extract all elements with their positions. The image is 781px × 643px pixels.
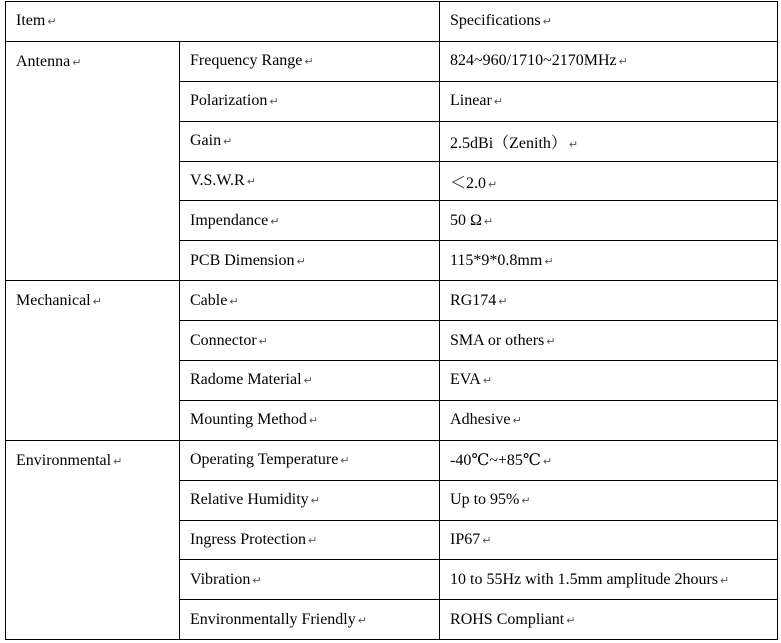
parameter-name: Polarization — [190, 92, 268, 110]
parameter-cell — [180, 560, 440, 600]
header-row — [6, 2, 778, 42]
value-cell — [440, 560, 778, 600]
paragraph-mark: ↵ — [223, 135, 233, 149]
parameter-value: IP67 — [450, 531, 481, 549]
paragraph-mark: ↵ — [488, 177, 498, 191]
section-name-cell — [6, 41, 180, 280]
parameter-cell — [180, 81, 440, 121]
paragraph-mark: ↵ — [357, 613, 367, 627]
parameter-cell — [180, 440, 440, 480]
parameter-value: Adhesive — [450, 411, 511, 429]
paragraph-mark: ↵ — [92, 295, 102, 309]
paragraph-mark: ↵ — [258, 334, 268, 348]
specification-table — [5, 1, 778, 640]
parameter-value: 2.5dBi（Zenith） — [450, 134, 567, 152]
parameter-cell — [180, 121, 440, 161]
paragraph-mark: ↵ — [308, 414, 319, 428]
paragraph-mark: ↵ — [542, 15, 552, 29]
value-cell — [440, 520, 778, 560]
header-spec-label: Specifications — [450, 12, 541, 30]
parameter-cell — [180, 281, 440, 321]
paragraph-mark: ↵ — [340, 454, 350, 468]
value-cell — [440, 81, 778, 121]
paragraph-mark: ↵ — [310, 494, 320, 508]
header-item-cell — [6, 2, 440, 42]
parameter-value: -40℃~+85℃ — [450, 452, 541, 470]
paragraph-mark: ↵ — [303, 374, 313, 388]
parameter-cell — [180, 321, 440, 361]
section-name-cell — [6, 281, 180, 441]
paragraph-mark: ↵ — [521, 494, 531, 508]
parameter-name: Cable — [190, 291, 228, 309]
value-cell — [440, 600, 778, 640]
value-cell — [440, 480, 778, 520]
parameter-name: PCB Dimension — [190, 251, 295, 269]
parameter-name: Vibration — [190, 570, 251, 588]
parameter-name: Mounting Method — [190, 411, 307, 429]
parameter-cell — [180, 241, 440, 281]
value-cell — [440, 361, 778, 401]
parameter-name: Frequency Range — [190, 52, 303, 70]
paragraph-mark: ↵ — [720, 573, 730, 587]
paragraph-mark: ↵ — [498, 294, 508, 308]
parameter-value: Linear — [450, 92, 492, 110]
parameter-cell — [180, 361, 440, 401]
paragraph-mark: ↵ — [72, 55, 82, 69]
parameter-name: Relative Humidity — [190, 491, 309, 509]
parameter-cell — [180, 400, 440, 440]
section-name: Environmental — [16, 451, 112, 469]
paragraph-mark: ↵ — [483, 214, 494, 228]
paragraph-mark: ↵ — [246, 175, 256, 188]
value-cell — [440, 400, 778, 440]
paragraph-mark: ↵ — [252, 573, 262, 587]
paragraph-mark: ↵ — [482, 374, 493, 388]
value-cell — [440, 201, 778, 241]
paragraph-mark: ↵ — [544, 254, 554, 268]
paragraph-mark: ↵ — [568, 137, 579, 151]
parameter-cell — [180, 201, 440, 241]
paragraph-mark: ↵ — [493, 95, 503, 109]
parameter-name: Radome Material — [190, 371, 302, 389]
parameter-name: Impendance — [190, 211, 269, 229]
paragraph-mark: ↵ — [269, 95, 279, 109]
value-cell — [440, 161, 778, 201]
paragraph-mark: ↵ — [307, 534, 318, 548]
section-name: Mechanical — [16, 292, 91, 310]
paragraph-mark: ↵ — [566, 613, 576, 627]
table-row — [6, 440, 778, 480]
parameter-cell — [180, 161, 440, 201]
paragraph-mark: ↵ — [618, 55, 628, 69]
parameter-cell — [180, 480, 440, 520]
paragraph-mark: ↵ — [270, 214, 280, 228]
value-cell — [440, 241, 778, 281]
section-name: Antenna — [16, 52, 71, 70]
parameter-value: ＜2.0 — [450, 174, 487, 192]
parameter-value: 10 to 55Hz with 1.5mm amplitude 2hours — [450, 570, 718, 588]
paragraph-mark: ↵ — [542, 455, 553, 469]
value-cell — [440, 121, 778, 161]
section-name-cell — [6, 440, 180, 639]
header-item-label: Item — [16, 12, 46, 30]
parameter-value: EVA — [450, 371, 481, 389]
paragraph-mark: ↵ — [113, 454, 123, 468]
value-cell — [440, 440, 778, 480]
parameter-name: Connector — [190, 331, 257, 349]
paragraph-mark: ↵ — [229, 294, 239, 308]
table-row — [6, 41, 778, 81]
parameter-value: Up to 95% — [450, 491, 520, 509]
paragraph-mark: ↵ — [546, 334, 556, 348]
paragraph-mark: ↵ — [304, 55, 314, 69]
paragraph-mark: ↵ — [512, 414, 522, 428]
specification-table-body — [6, 2, 778, 640]
parameter-cell — [180, 600, 440, 640]
parameter-value: RG174 — [450, 291, 497, 309]
paragraph-mark: ↵ — [482, 534, 492, 548]
value-cell — [440, 41, 778, 81]
parameter-name: Gain — [190, 132, 222, 150]
paragraph-mark: ↵ — [47, 15, 57, 29]
header-spec-cell — [440, 2, 778, 42]
parameter-cell — [180, 41, 440, 81]
parameter-name: V.S.W.R — [190, 172, 245, 189]
parameter-name: Environmentally Friendly — [190, 610, 356, 628]
table-row — [6, 281, 778, 321]
value-cell — [440, 281, 778, 321]
parameter-value: 824~960/1710~2170MHz — [450, 52, 617, 70]
parameter-name: Operating Temperature — [190, 451, 339, 469]
parameter-value: 50 Ω — [450, 211, 482, 229]
parameter-value: SMA or others — [450, 331, 545, 349]
parameter-cell — [180, 520, 440, 560]
parameter-value: ROHS Compliant — [450, 610, 565, 628]
paragraph-mark: ↵ — [296, 254, 306, 268]
value-cell — [440, 321, 778, 361]
parameter-name: Ingress Protection — [190, 531, 306, 549]
parameter-value: 115*9*0.8mm — [450, 251, 543, 269]
